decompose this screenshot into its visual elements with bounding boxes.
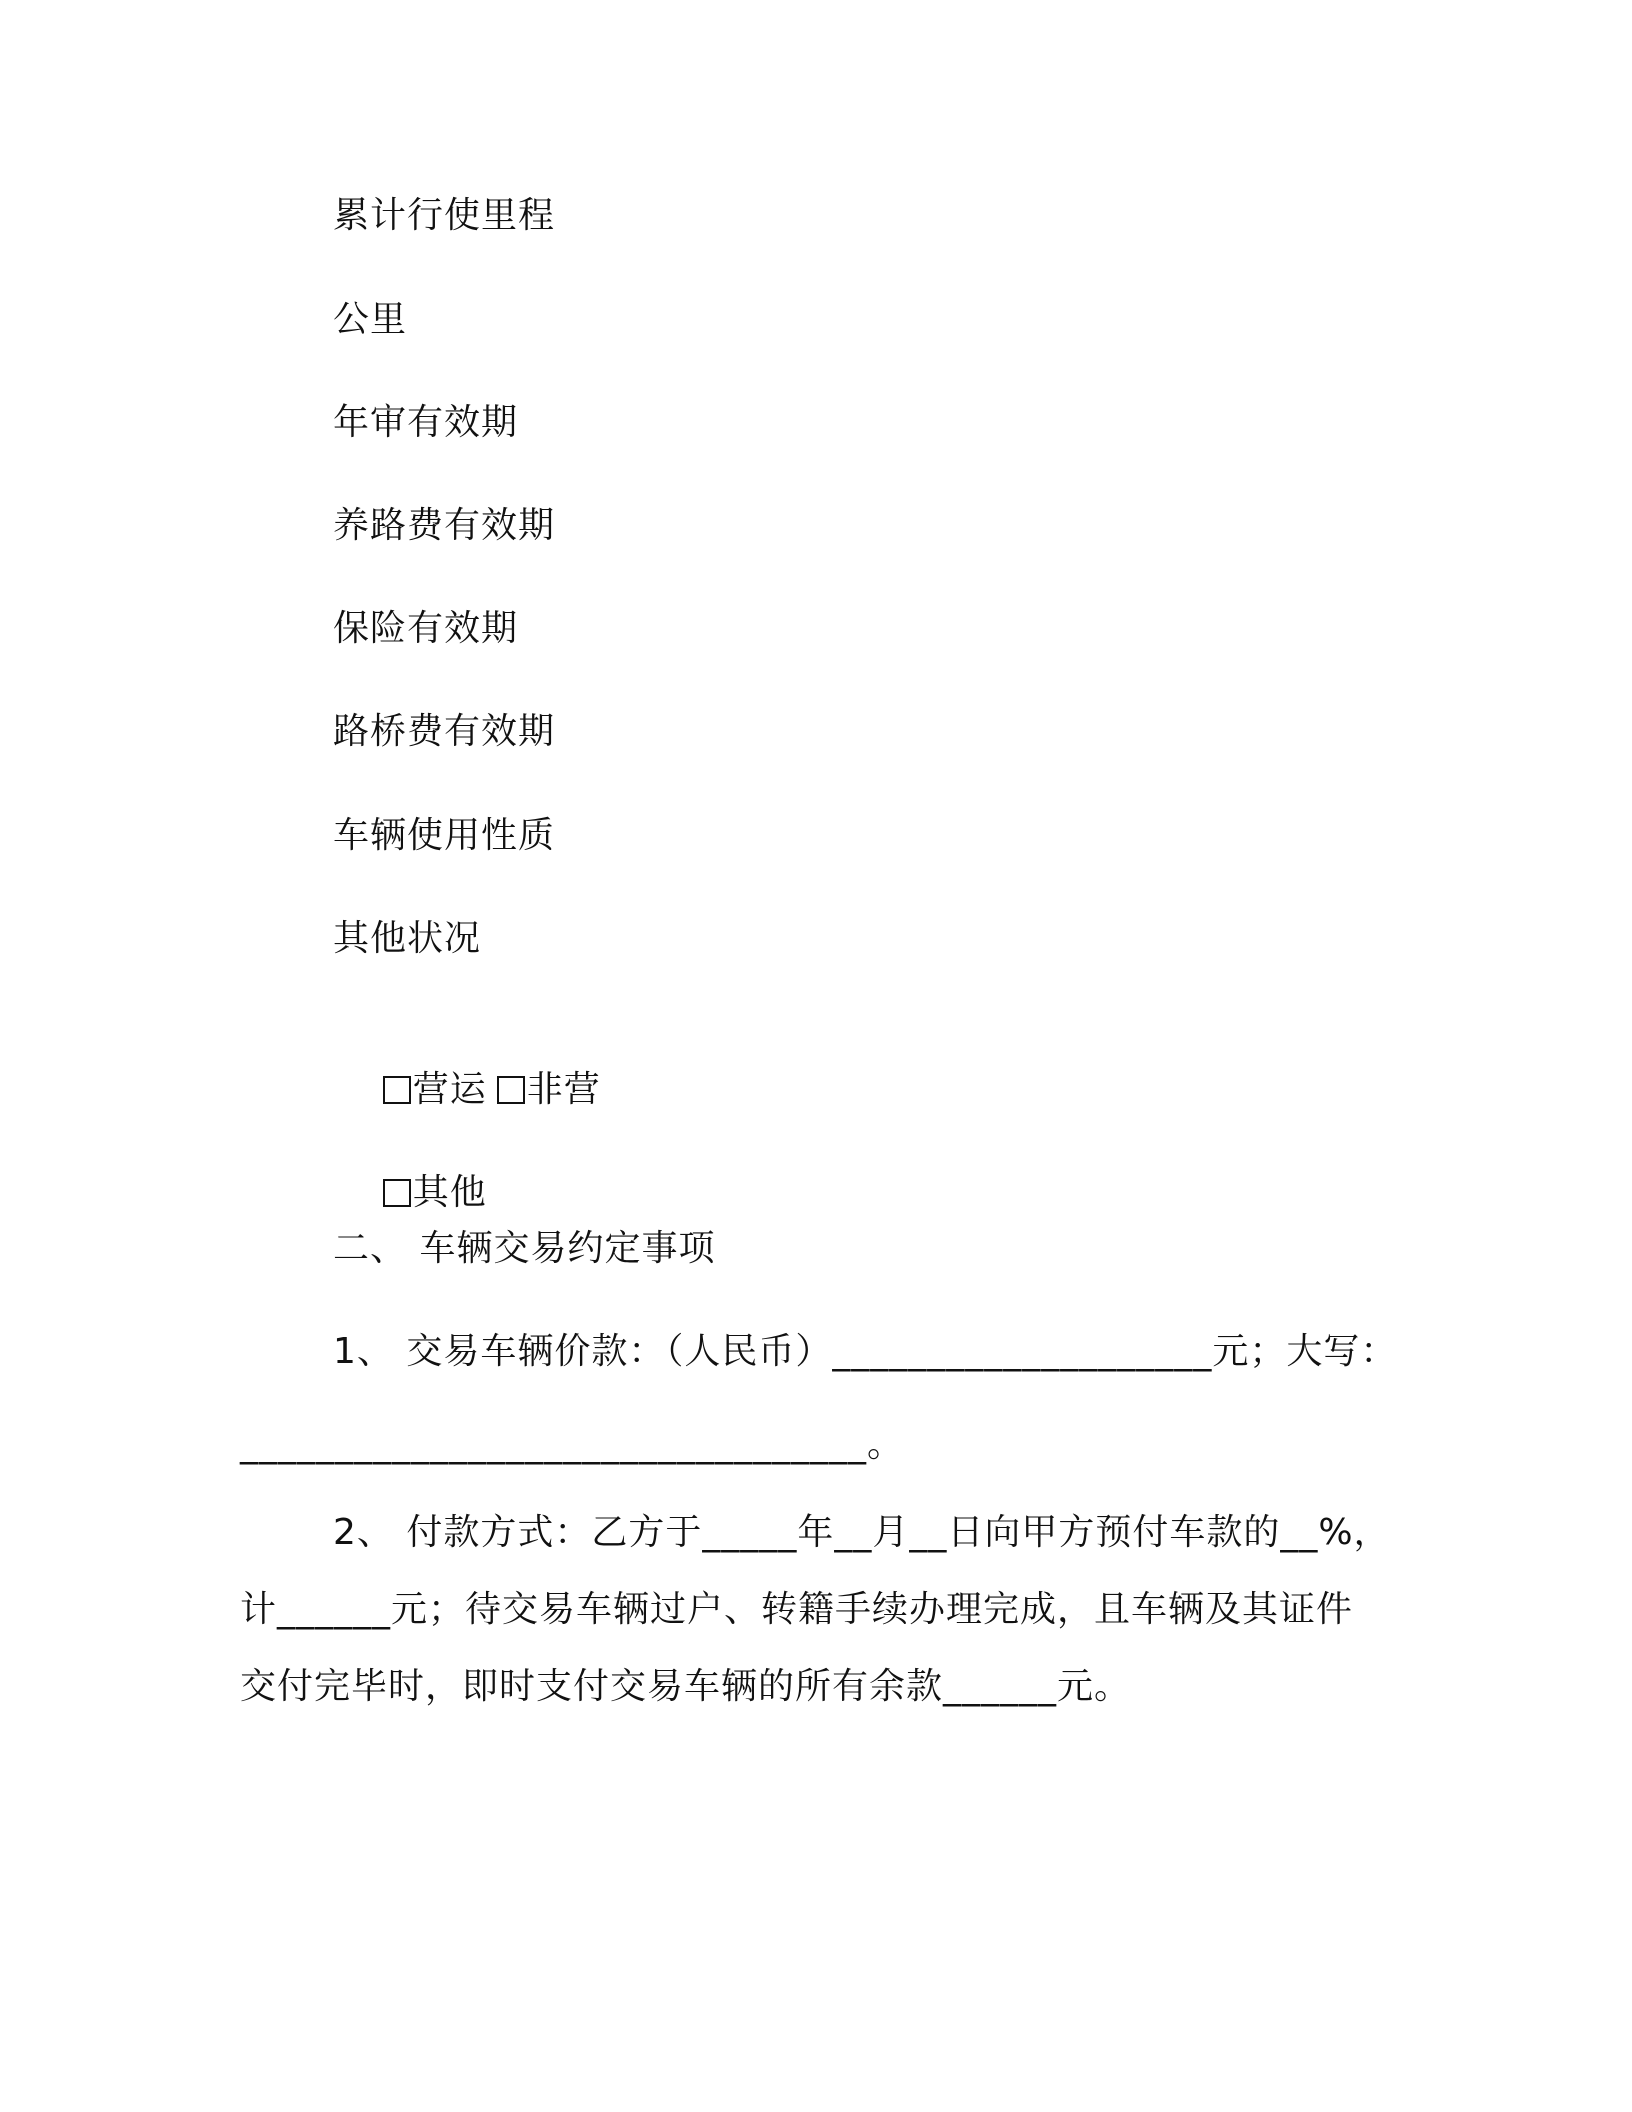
clause-2-line-3: 交付完毕时，即时支付交易车辆的所有余款______元。 — [240, 1666, 1132, 1707]
field-mileage-unit: 公里 — [333, 299, 408, 340]
operating-checkbox[interactable] — [383, 1076, 411, 1104]
field-road-maintenance-fee: 养路费有效期 — [333, 505, 556, 546]
other-checkbox[interactable] — [383, 1179, 411, 1207]
field-usage-nature: 车辆使用性质 — [333, 815, 556, 856]
field-bridge-toll: 路桥费有效期 — [333, 711, 556, 752]
section-two-heading: 二、 车辆交易约定事项 — [333, 1228, 716, 1269]
clause-2-line-1: 2、 付款方式：乙方于_____年__月__日向甲方预付车款的__%， — [333, 1512, 1391, 1553]
clause-1-line-2: _________________________________。 — [240, 1424, 904, 1465]
field-insurance: 保险有效期 — [333, 608, 519, 649]
clause-2-line-2: 计______元；待交易车辆过户、转籍手续办理完成，且车辆及其证件 — [240, 1589, 1354, 1630]
field-annual-inspection: 年审有效期 — [333, 402, 519, 443]
non-operating-checkbox[interactable] — [497, 1076, 525, 1104]
operating-label: 营运 — [412, 1069, 487, 1110]
other-label: 其他 — [412, 1172, 487, 1213]
field-mileage: 累计行使里程 — [333, 195, 556, 236]
clause-1-line-1: 1、 交易车辆价款：（人民币）____________________元；大写： — [333, 1331, 1398, 1372]
non-operating-label: 非营 — [526, 1069, 601, 1110]
field-other-status: 其他状况 — [333, 918, 482, 959]
